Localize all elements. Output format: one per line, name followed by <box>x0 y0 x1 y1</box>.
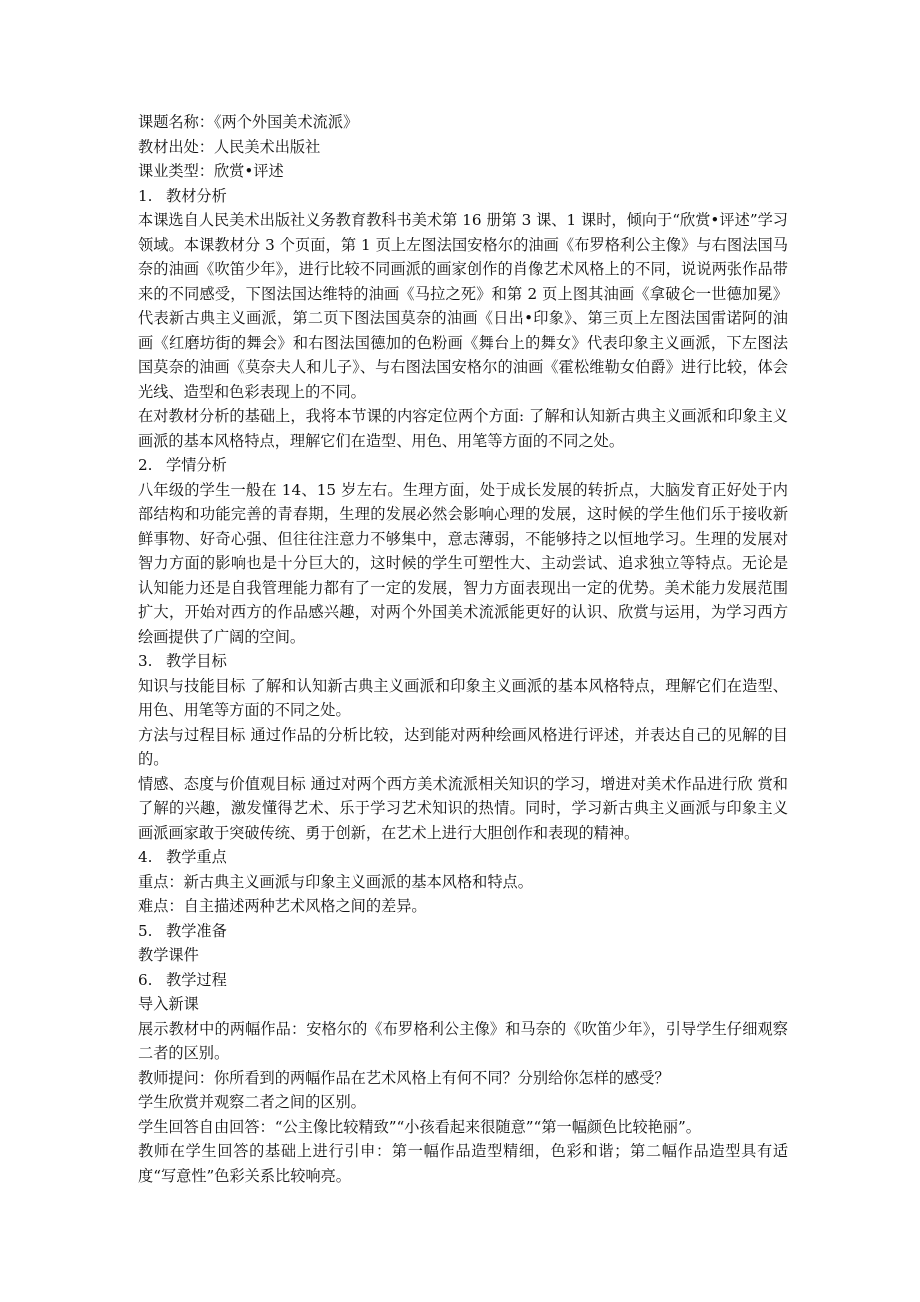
section-number: 1. <box>138 186 153 205</box>
section-number: 6. <box>138 970 153 989</box>
paragraph: 八年级的学生一般在 14、15 岁左右。生理方面，处于成长发展的转折点，大脑发育正好处于内部结构和功能完善的青春期，生理的发展必然会影响心理的发展，这时候的学生他们乐于接收新鲜事物、好奇心强、但往往注意力不够集中，意志薄弱，不能够持之以恒地学习。生理的发展对智力方面的影响也是十分巨大的，这时候的学生可塑性大、主动尝试、追求独立等特点。无论是认知能力还是自我管理能力都有了一定的发展，智力方面表现出一定的优势。美术能力发展范围扩大，开始对西方的作品感兴趣，对两个外国美术流派能更好的认识、欣赏与运用，为学习西方绘画提供了广阔的空间。 <box>138 480 788 646</box>
paragraph: 情感、态度与价值观目标 通过对两个西方美术流派相关知识的学习，增进对美术作品进行欣 赏和了解的兴趣，激发懂得艺术、乐于学习艺术知识的热情。同时，学习新古典主义画派与印象主义画派画家敢于突破传统、勇于创新，在艺术上进行大胆创作和表现的精神。 <box>138 774 788 842</box>
paragraph: 学生欣赏并观察二者之间的区别。 <box>138 1093 366 1111</box>
section-heading <box>138 845 788 870</box>
section-heading <box>138 184 788 209</box>
section-number: 5. <box>138 921 153 940</box>
section-title: 教学过程 <box>166 970 227 989</box>
paragraph: 在对教材分析的基础上，我将本节课的内容定位两个方面: 了解和认知新古典主义画派和印象主义画派的基本风格特点，理解它们在造型、用色、用笔等方面的不同之处。 <box>138 407 788 450</box>
paragraph: 方法与过程目标 通过作品的分析比较，达到能对两种绘画风格进行评述，并表达自己的见解的目的。 <box>138 725 788 768</box>
paragraph: 本课选自人民美术出版社义务教育教科书美术第 16 册第 3 课、1 课时，倾向于“欣赏•评述”学习领域。本课教材分 3 个页面，第 1 页上左图法国安格尔的油画《布罗格利公主像》与右图法国马奈的油画《吹笛少年》，进行比较不同画派的画家创作的肖像艺术风格上的不同，说说两张作品带来的不同感受，下图法国达维特的油画《马拉之死》和第 2 页上图其油画《拿破仑一世德加冕》代表新古典主义画派，第二页下图法国莫奈的油画《日出•印象》、第三页上左图法国雷诺阿的油画《红磨坊街的舞会》和右图法国德加的色粉画《舞台上的舞女》代表印象主义画派，下左图法国莫奈的油画《莫奈夫人和儿子》、与右图法国安格尔的油画《霍松维勒女伯爵》进行比较，体会光线、造型和色彩表现上的不同。 <box>138 211 788 401</box>
paragraph: 难点：自主描述两种艺术风格之间的差异。 <box>138 897 427 915</box>
paragraph: 教师提问：你所看到的两幅作品在艺术风格上有何不同？分别给你怎样的感受？ <box>138 1068 670 1087</box>
section-heading <box>138 649 788 674</box>
section-heading <box>138 919 788 944</box>
section-title: 教学准备 <box>166 921 227 940</box>
section-title: 学情分析 <box>166 456 227 474</box>
section-number: 3. <box>138 652 153 670</box>
section-heading <box>138 968 788 993</box>
paragraph: 导入新课 <box>138 995 199 1013</box>
paragraph: 学生回答自由回答：“公主像比较精致”“小孩看起来很随意”“第一幅颜色比较艳丽”。 <box>138 1117 701 1136</box>
section-title: 教学重点 <box>166 848 227 866</box>
lesson-type: 课业类型：欣赏•评述 <box>138 162 284 180</box>
section-student-analysis <box>138 453 788 649</box>
section-teaching-process <box>138 968 788 1189</box>
section-number: 2. <box>138 456 153 474</box>
section-title: 教材分析 <box>166 186 227 205</box>
section-key-points <box>138 845 788 919</box>
course-title: 课题名称：《两个外国美术流派》 <box>138 113 359 131</box>
section-title: 教学目标 <box>166 652 227 670</box>
section-textbook-analysis <box>138 184 788 454</box>
section-heading <box>138 453 788 478</box>
paragraph: 重点：新古典主义画派与印象主义画派的基本风格和特点。 <box>138 872 533 891</box>
section-number: 4. <box>138 848 153 866</box>
textbook-source: 教材出处：人民美术出版社 <box>138 137 321 156</box>
section-teaching-objectives <box>138 649 788 845</box>
paragraph: 教学课件 <box>138 946 199 964</box>
paragraph: 知识与技能目标 了解和认知新古典主义画派和印象主义画派的基本风格特点，理解它们在造型、用色、用笔等方面的不同之处。 <box>138 676 788 719</box>
paragraph: 展示教材中的两幅作品：安格尔的《布罗格利公主像》和马奈的《吹笛少年》，引导学生仔细观察二者的区别。 <box>138 1019 788 1062</box>
document-page <box>138 110 788 1188</box>
section-teaching-preparation <box>138 919 788 968</box>
paragraph: 教师在学生回答的基础上进行引申：第一幅作品造型精细，色彩和谐；第二幅作品造型具有适度“写意性”色彩关系比较响亮。 <box>138 1142 788 1185</box>
